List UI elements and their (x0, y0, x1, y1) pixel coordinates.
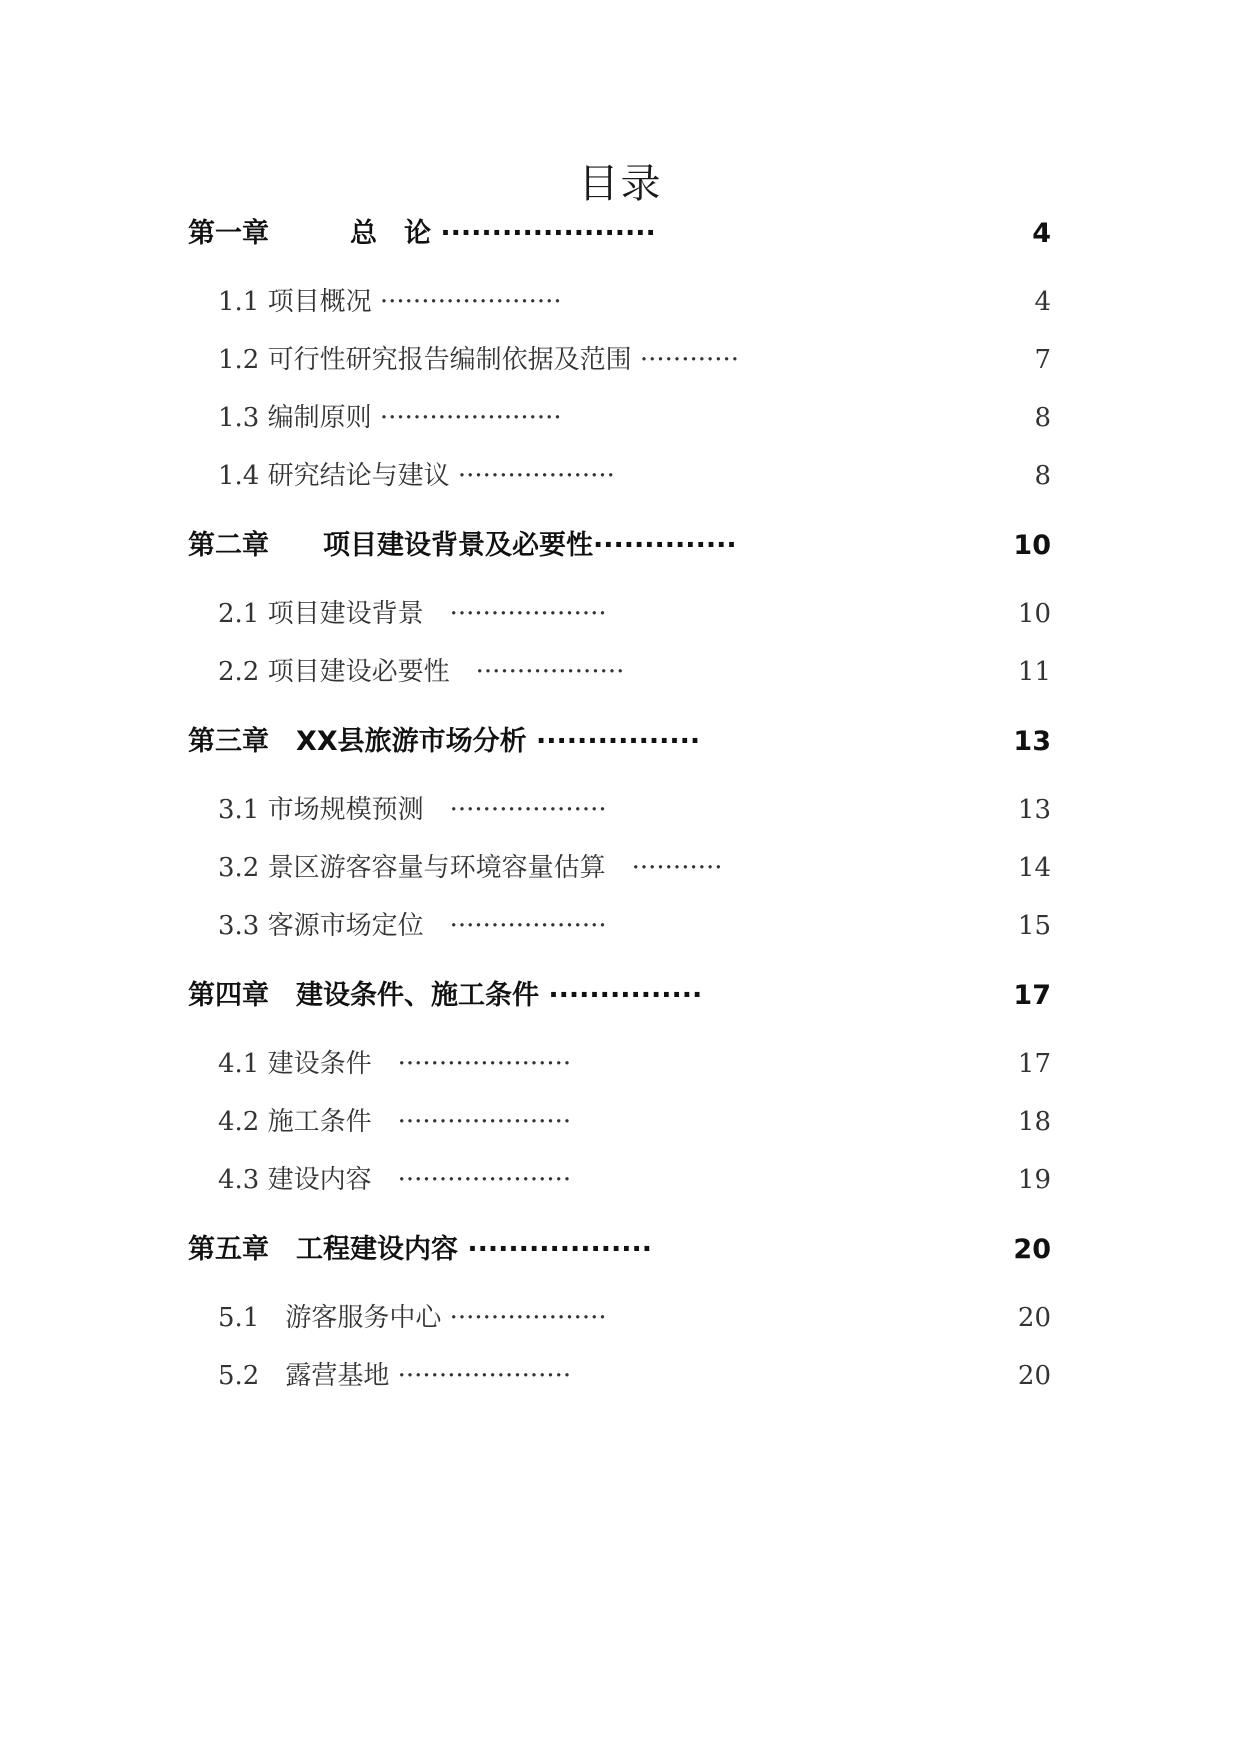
chapter-title: 第三章 XX县旅游市场分析 ················ (188, 726, 701, 757)
page-number: 20 (1013, 1234, 1051, 1265)
chapter-title: 第二章 项目建设背景及必要性·············· (188, 530, 737, 561)
section-title: 1.2 可行性研究报告编制依据及范围 ············ (218, 345, 740, 375)
toc-section-entry[interactable] (0, 1102, 1241, 1142)
page-number: 11 (1017, 657, 1051, 687)
page-number: 17 (1017, 1049, 1051, 1079)
section-title: 1.4 研究结论与建议 ··················· (218, 461, 615, 491)
page-number: 15 (1017, 911, 1051, 941)
section-title: 1.1 项目概况 ······················ (218, 287, 562, 317)
toc-section-entry[interactable] (0, 1160, 1241, 1200)
section-title: 4.1 建设条件 ····················· (218, 1049, 572, 1079)
section-title: 5.2 露营基地 ····················· (218, 1361, 572, 1391)
page-number: 4 (1032, 218, 1051, 249)
section-title: 3.3 客源市场定位 ··················· (218, 911, 607, 941)
toc-section-entry[interactable] (0, 1356, 1241, 1396)
page-number: 13 (1017, 795, 1051, 825)
section-title: 3.2 景区游客容量与环境容量估算 ··········· (218, 853, 723, 883)
page-number: 4 (1034, 287, 1051, 317)
toc-section-entry[interactable] (0, 340, 1241, 380)
page-title: 目录 (578, 161, 663, 207)
toc-section-entry[interactable] (0, 652, 1241, 692)
page-number: 14 (1017, 853, 1051, 883)
page-number: 17 (1013, 980, 1051, 1011)
section-title: 4.2 施工条件 ····················· (218, 1107, 572, 1137)
section-title: 1.3 编制原则 ······················ (218, 403, 562, 433)
toc-section-entry[interactable] (0, 848, 1241, 888)
page-number: 20 (1017, 1361, 1051, 1391)
section-title: 2.2 项目建设必要性 ·················· (218, 657, 625, 687)
toc-section-entry[interactable] (0, 456, 1241, 496)
page-number: 20 (1017, 1303, 1051, 1333)
toc-chapter-entry[interactable] (0, 1230, 1241, 1270)
page-number: 8 (1034, 461, 1051, 491)
section-title: 5.1 游客服务中心 ··················· (218, 1303, 607, 1333)
page-number: 10 (1013, 530, 1051, 561)
toc-section-entry[interactable] (0, 1298, 1241, 1338)
toc-section-entry[interactable] (0, 1044, 1241, 1084)
toc-chapter-entry[interactable] (0, 976, 1241, 1016)
chapter-title: 第四章 建设条件、施工条件 ··············· (188, 980, 703, 1011)
toc-chapter-entry[interactable] (0, 526, 1241, 566)
toc-chapter-entry[interactable] (0, 214, 1241, 254)
toc-section-entry[interactable] (0, 906, 1241, 946)
chapter-title: 第一章 总 论 ····················· (188, 218, 656, 249)
toc-section-entry[interactable] (0, 282, 1241, 322)
page-number: 18 (1017, 1107, 1051, 1137)
toc-section-entry[interactable] (0, 398, 1241, 438)
section-title: 3.1 市场规模预测 ··················· (218, 795, 607, 825)
toc-section-entry[interactable] (0, 594, 1241, 634)
toc-section-entry[interactable] (0, 790, 1241, 830)
chapter-title: 第五章 工程建设内容 ·················· (188, 1234, 653, 1265)
page-number: 10 (1017, 599, 1051, 629)
section-title: 4.3 建设内容 ····················· (218, 1165, 572, 1195)
toc-chapter-entry[interactable] (0, 722, 1241, 762)
page-number: 7 (1034, 345, 1051, 375)
page-number: 8 (1034, 403, 1051, 433)
section-title: 2.1 项目建设背景 ··················· (218, 599, 607, 629)
page-number: 13 (1013, 726, 1051, 757)
page-number: 19 (1017, 1165, 1051, 1195)
